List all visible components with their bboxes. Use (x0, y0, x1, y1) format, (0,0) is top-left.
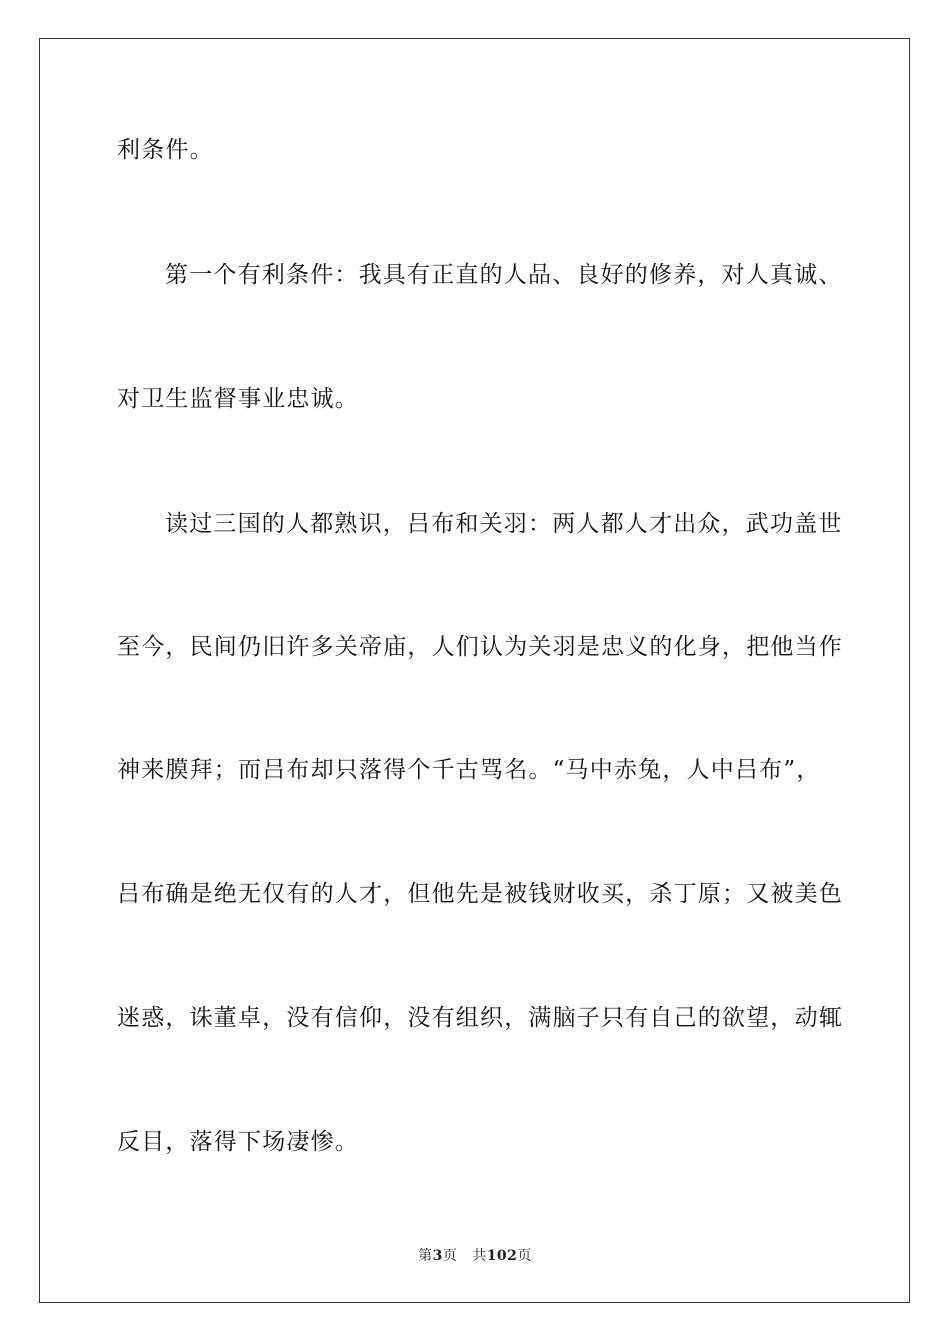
body-line-2: 第一个有利条件：我具有正直的人品、良好的修养，对人真诚、 (165, 262, 843, 288)
body-line-9: 反目，落得下场凄惨。 (117, 1129, 359, 1155)
body-line-3: 对卫生监督事业忠诚。 (117, 386, 359, 412)
page-footer (0, 1247, 950, 1265)
page-number: 3 (432, 1248, 443, 1264)
total-pages: 102 (486, 1248, 518, 1264)
body-line-4: 读过三国的人都熟识，吕布和关羽：两人都人才出众，武功盖世 (165, 511, 843, 537)
body-line-5: 至今，民间仍旧许多关帝庙，人们认为关羽是忠义的化身，把他当作 (117, 634, 843, 660)
body-line-8: 迷惑，诛董卓，没有信仰，没有组织，满脑子只有自己的欲望，动辄 (117, 1005, 843, 1031)
body-line-7: 吕布确是绝无仅有的人才，但他先是被钱财收买，杀丁原；又被美色 (117, 881, 843, 907)
total-prefix: 共 (472, 1248, 487, 1264)
total-suffix: 页 (517, 1248, 532, 1264)
page-border (39, 38, 910, 1303)
page-suffix: 页 (442, 1248, 458, 1264)
page-prefix: 第 (418, 1248, 433, 1264)
body-line-1: 利条件。 (117, 137, 214, 163)
body-line-6: 神来膜拜；而吕布却只落得个千古骂名。“马中赤兔，人中吕布”， (117, 757, 821, 783)
